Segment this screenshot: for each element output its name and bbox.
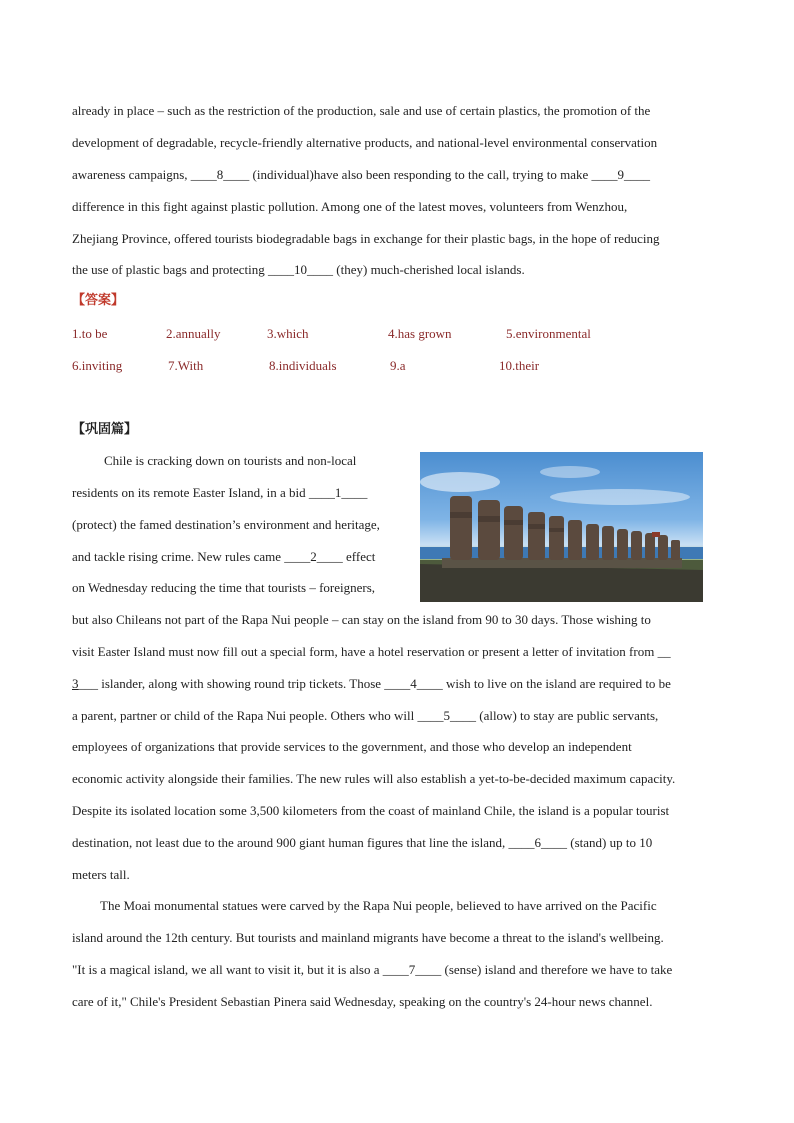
passage2-line-10: employees of organizations that provide services to the government, and those who develop an independent	[72, 739, 632, 754]
passage2-line-13: destination, not least due to the around 900 giant human figures that line the island, ____6____ (stand) up to 10	[72, 835, 653, 850]
passage3-line-1: The Moai monumental statues were carved by the Rapa Nui people, believed to have arrived on the Pacific	[100, 898, 657, 913]
passage3-line-3: "It is a magical island, we all want to visit it, but it is also a ____7____ (sense) island and therefore we have to take	[72, 962, 673, 977]
blank-1: ____1____	[308, 485, 368, 500]
blank-8: ____8____	[190, 167, 250, 182]
answer-heading: 【答案】	[72, 292, 125, 307]
blank-9: ____9____	[591, 167, 651, 182]
answer-9: 9.a	[390, 358, 406, 373]
passage1-line-2: development of degradable, recycle-friendly alternative products, and national-level environmental conservation	[72, 135, 658, 150]
blank-10: ____10____	[268, 262, 334, 277]
passage2-line-3: (protect) the famed destination’s environment and heritage,	[72, 517, 380, 532]
answer-6: 6.inviting	[72, 358, 123, 373]
section-heading: 【巩固篇】	[72, 421, 138, 436]
passage2-line-9: a parent, partner or child of the Rapa Nui people. Others who will ____5____ (allow) to stay are public servants,	[72, 708, 659, 723]
blank-2: ____2____	[284, 549, 343, 564]
answer-8: 8.individuals	[269, 358, 337, 373]
passage2-line-8: 3___ islander, along with showing round trip tickets. Those ____4____ wish to live on the island are required to be	[72, 676, 671, 691]
answer-7: 7.With	[168, 358, 204, 373]
passage2-line-11: economic activity alongside their families. The new rules will also establish a yet-to-be-decided maximum capacity.	[72, 771, 676, 786]
moai-illustration	[420, 452, 703, 602]
answer-10: 10.their	[499, 358, 540, 373]
passage2-line-14: meters tall.	[72, 867, 130, 882]
blank-6: ____6____	[508, 835, 567, 850]
passage1-line-4: difference in this fight against plastic pollution. Among one of the latest moves, volunteers from Wenzhou,	[72, 199, 628, 214]
passage1-line-1: already in place – such as the restriction of the production, sale and use of certain plastics, the promotion of the	[72, 103, 651, 118]
answer-4: 4.has grown	[388, 326, 452, 341]
passage2-line-5: on Wednesday reducing the time that tourists – foreigners,	[72, 580, 376, 595]
passage2-line-1: Chile is cracking down on tourists and non-local	[104, 453, 357, 468]
passage2-line-6: but also Chileans not part of the Rapa Nui people – can stay on the island from 90 to 30 days. Those wishing to	[72, 612, 651, 627]
answer-2: 2.annually	[166, 326, 221, 341]
passage1-line-6: the use of plastic bags and protecting ____10____ (they) much-cherished local islands.	[72, 262, 525, 277]
passage2-line-2: residents on its remote Easter Island, in a bid ____1____	[72, 485, 368, 500]
answer-1: 1.to be	[72, 326, 108, 341]
passage3-line-2: island around the 12th century. But tourists and mainland migrants have become a threat to the island's wellbeing.	[72, 930, 664, 945]
blank-3: 3	[72, 676, 79, 691]
answer-3: 3.which	[267, 326, 309, 341]
passage1-line-3: awareness campaigns, ____8____ (individual)have also been responding to the call, trying to make ____9____	[72, 167, 651, 182]
blank-5: ____5____	[417, 708, 476, 723]
passage2-line-7: visit Easter Island must now fill out a special form, have a hotel reservation or present a letter of invitation from __	[72, 644, 671, 659]
blank-7: ____7____	[382, 962, 442, 977]
passage2-line-12: Despite its isolated location some 3,500 kilometers from the coast of mainland Chile, the island is a popular tourist	[72, 803, 670, 818]
passage2-line-4: and tackle rising crime. New rules came ____2____ effect	[72, 549, 376, 564]
blank-4: ____4____	[384, 676, 443, 691]
answer-5: 5.environmental	[506, 326, 591, 341]
moai-statues-photo	[420, 452, 703, 602]
passage3-line-4: care of it," Chile's President Sebastian Pinera said Wednesday, speaking on the country's 24-hour news channel.	[72, 994, 653, 1009]
passage1-line-5: Zhejiang Province, offered tourists biodegradable bags in exchange for their plastic bags, in the hope of reducing	[72, 231, 660, 246]
